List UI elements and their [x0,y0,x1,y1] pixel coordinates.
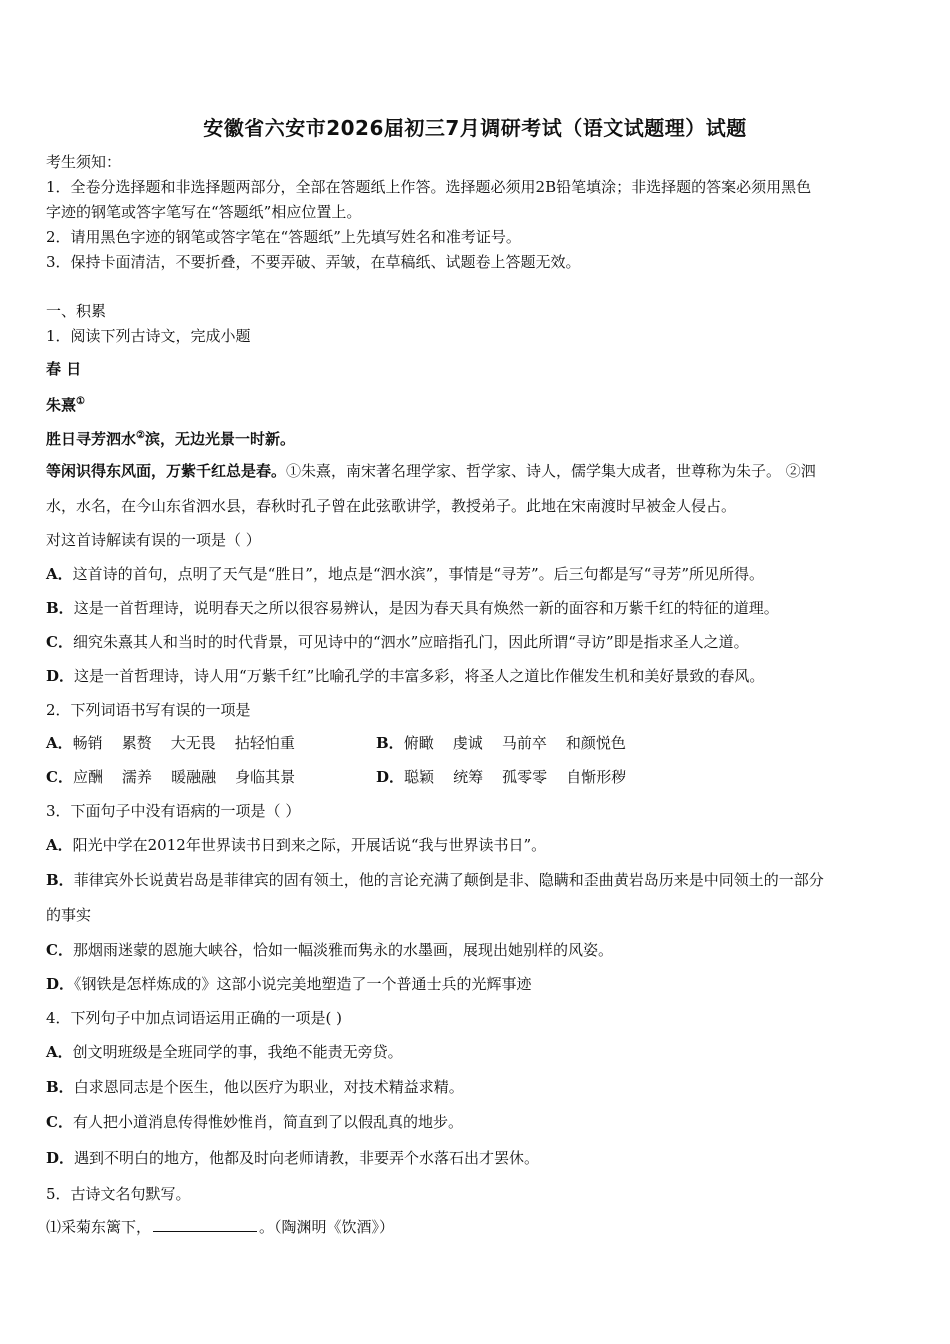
q1-option-b[interactable]: B．这是一首哲理诗，说明春天之所以很容易辨认，是因为春天具有焕然一新的面容和万紫千红的特征的道理。 [46,599,779,617]
q4-option-b[interactable]: B．白求恩同志是个医生，他以医疗为职业，对技术精益求精。 [46,1078,464,1096]
poem-title: 春 日 [46,360,82,378]
q1-stem: 1．阅读下列古诗文，完成小题 [46,327,251,345]
q3-option-a[interactable]: A．阳光中学在2012年世界读书日到来之际，开展话说“我与世界读书日”。 [46,836,547,854]
q3-stem: 3．下面句子中没有语病的一项是（ ） [46,802,301,820]
q2-stem: 2．下列词语书写有误的一项是 [46,701,251,719]
q4-option-c[interactable]: C．有人把小道消息传得惟妙惟肖，简直到了以假乱真的地步。 [46,1113,463,1131]
q2-option-c[interactable]: C．应酬 濡养 暖融融 身临其景 [46,768,296,786]
q4-option-a[interactable]: A．创文明班级是全班同学的事，我绝不能责无旁贷。 [46,1043,403,1061]
q1-option-c[interactable]: C．细究朱熹其人和当时的时代背景，可见诗中的“泗水”应暗指孔门，因此所谓“寻访”即是指求圣人之道。 [46,633,749,651]
q5-stem: 5．古诗文名句默写。 [46,1185,191,1203]
poem-line-1: 胜日寻芳泗水②滨，无边光景一时新。 [46,430,295,448]
q2-option-a[interactable]: A．畅销 累赘 大无畏 拈轻怕重 [46,734,295,752]
notice-item-1-cont: 字迹的钢笔或答字笔写在“答题纸”相应位置上。 [46,203,362,221]
notice-item-2: 2．请用黑色字迹的钢笔或答字笔在“答题纸”上先填写姓名和准考证号。 [46,228,521,246]
q1-option-a[interactable]: A．这首诗的首句，点明了天气是“胜日”，地点是“泗水滨”，事情是“寻芳”。后三句都是写“寻芳”所见所得。 [46,565,764,583]
poem-author: 朱熹① [46,396,85,414]
poem-notes-cont: 水，水名，在今山东省泗水县，春秋时孔子曾在此弦歌讲学，教授弟子。此地在宋南渡时早被金人侵占。 [46,497,737,515]
answer-blank[interactable] [153,1217,257,1232]
poem-line-2-and-notes: 等闲识得东风面，万紫千红总是春。①朱熹，南宋著名理学家、哲学家、诗人，儒学集大成者，世尊称为朱子。 ②泗 [46,462,816,480]
q3-option-b-cont: 的事实 [46,906,92,924]
q3-option-c[interactable]: C．那烟雨迷蒙的恩施大峡谷，恰如一幅淡雅而隽永的水墨画，展现出她别样的风姿。 [46,941,613,959]
q4-option-d[interactable]: D．遇到不明白的地方，他都及时向老师请教，非要弄个水落石出才罢休。 [46,1149,540,1167]
notice-item-1: 1．全卷分选择题和非选择题两部分，全部在答题纸上作答。选择题必须用2B铅笔填涂；非选择题的答案必须用黑色 [46,178,812,196]
exam-title: 安徽省六安市2026届初三7月调研考试（语文试题理）试题 [203,116,747,140]
q1-question: 对这首诗解读有误的一项是（ ） [46,531,261,549]
notice-heading: 考生须知： [46,153,122,171]
q5-item-1: ⑴采菊东篱下， 。（陶渊明《饮酒》） [46,1218,395,1236]
q4-stem: 4．下列句子中加点词语运用正确的一项是( ) [46,1009,343,1027]
q3-option-b[interactable]: B．菲律宾外长说黄岩岛是菲律宾的固有领土，他的言论充满了颠倒是非、隐瞒和歪曲黄岩岛历来是中同领土的一部分 [46,871,824,889]
q2-option-b[interactable]: B．俯瞰 虔诚 马前卒 和颜悦色 [376,734,626,752]
section-heading: 一、积累 [46,302,107,320]
q3-option-d[interactable]: D．《钢铁是怎样炼成的》这部小说完美地塑造了一个普通士兵的光辉事迹 [46,975,532,993]
q2-option-d[interactable]: D．聪颖 统筹 孤零零 自惭形秽 [376,768,627,786]
q1-option-d[interactable]: D．这是一首哲理诗，诗人用“万紫千红”比喻孔学的丰富多彩，将圣人之道比作催发生机和美好景致的春风。 [46,667,765,685]
notice-item-3: 3．保持卡面清洁，不要折叠，不要弄破、弄皱，在草稿纸、试题卷上答题无效。 [46,253,581,271]
